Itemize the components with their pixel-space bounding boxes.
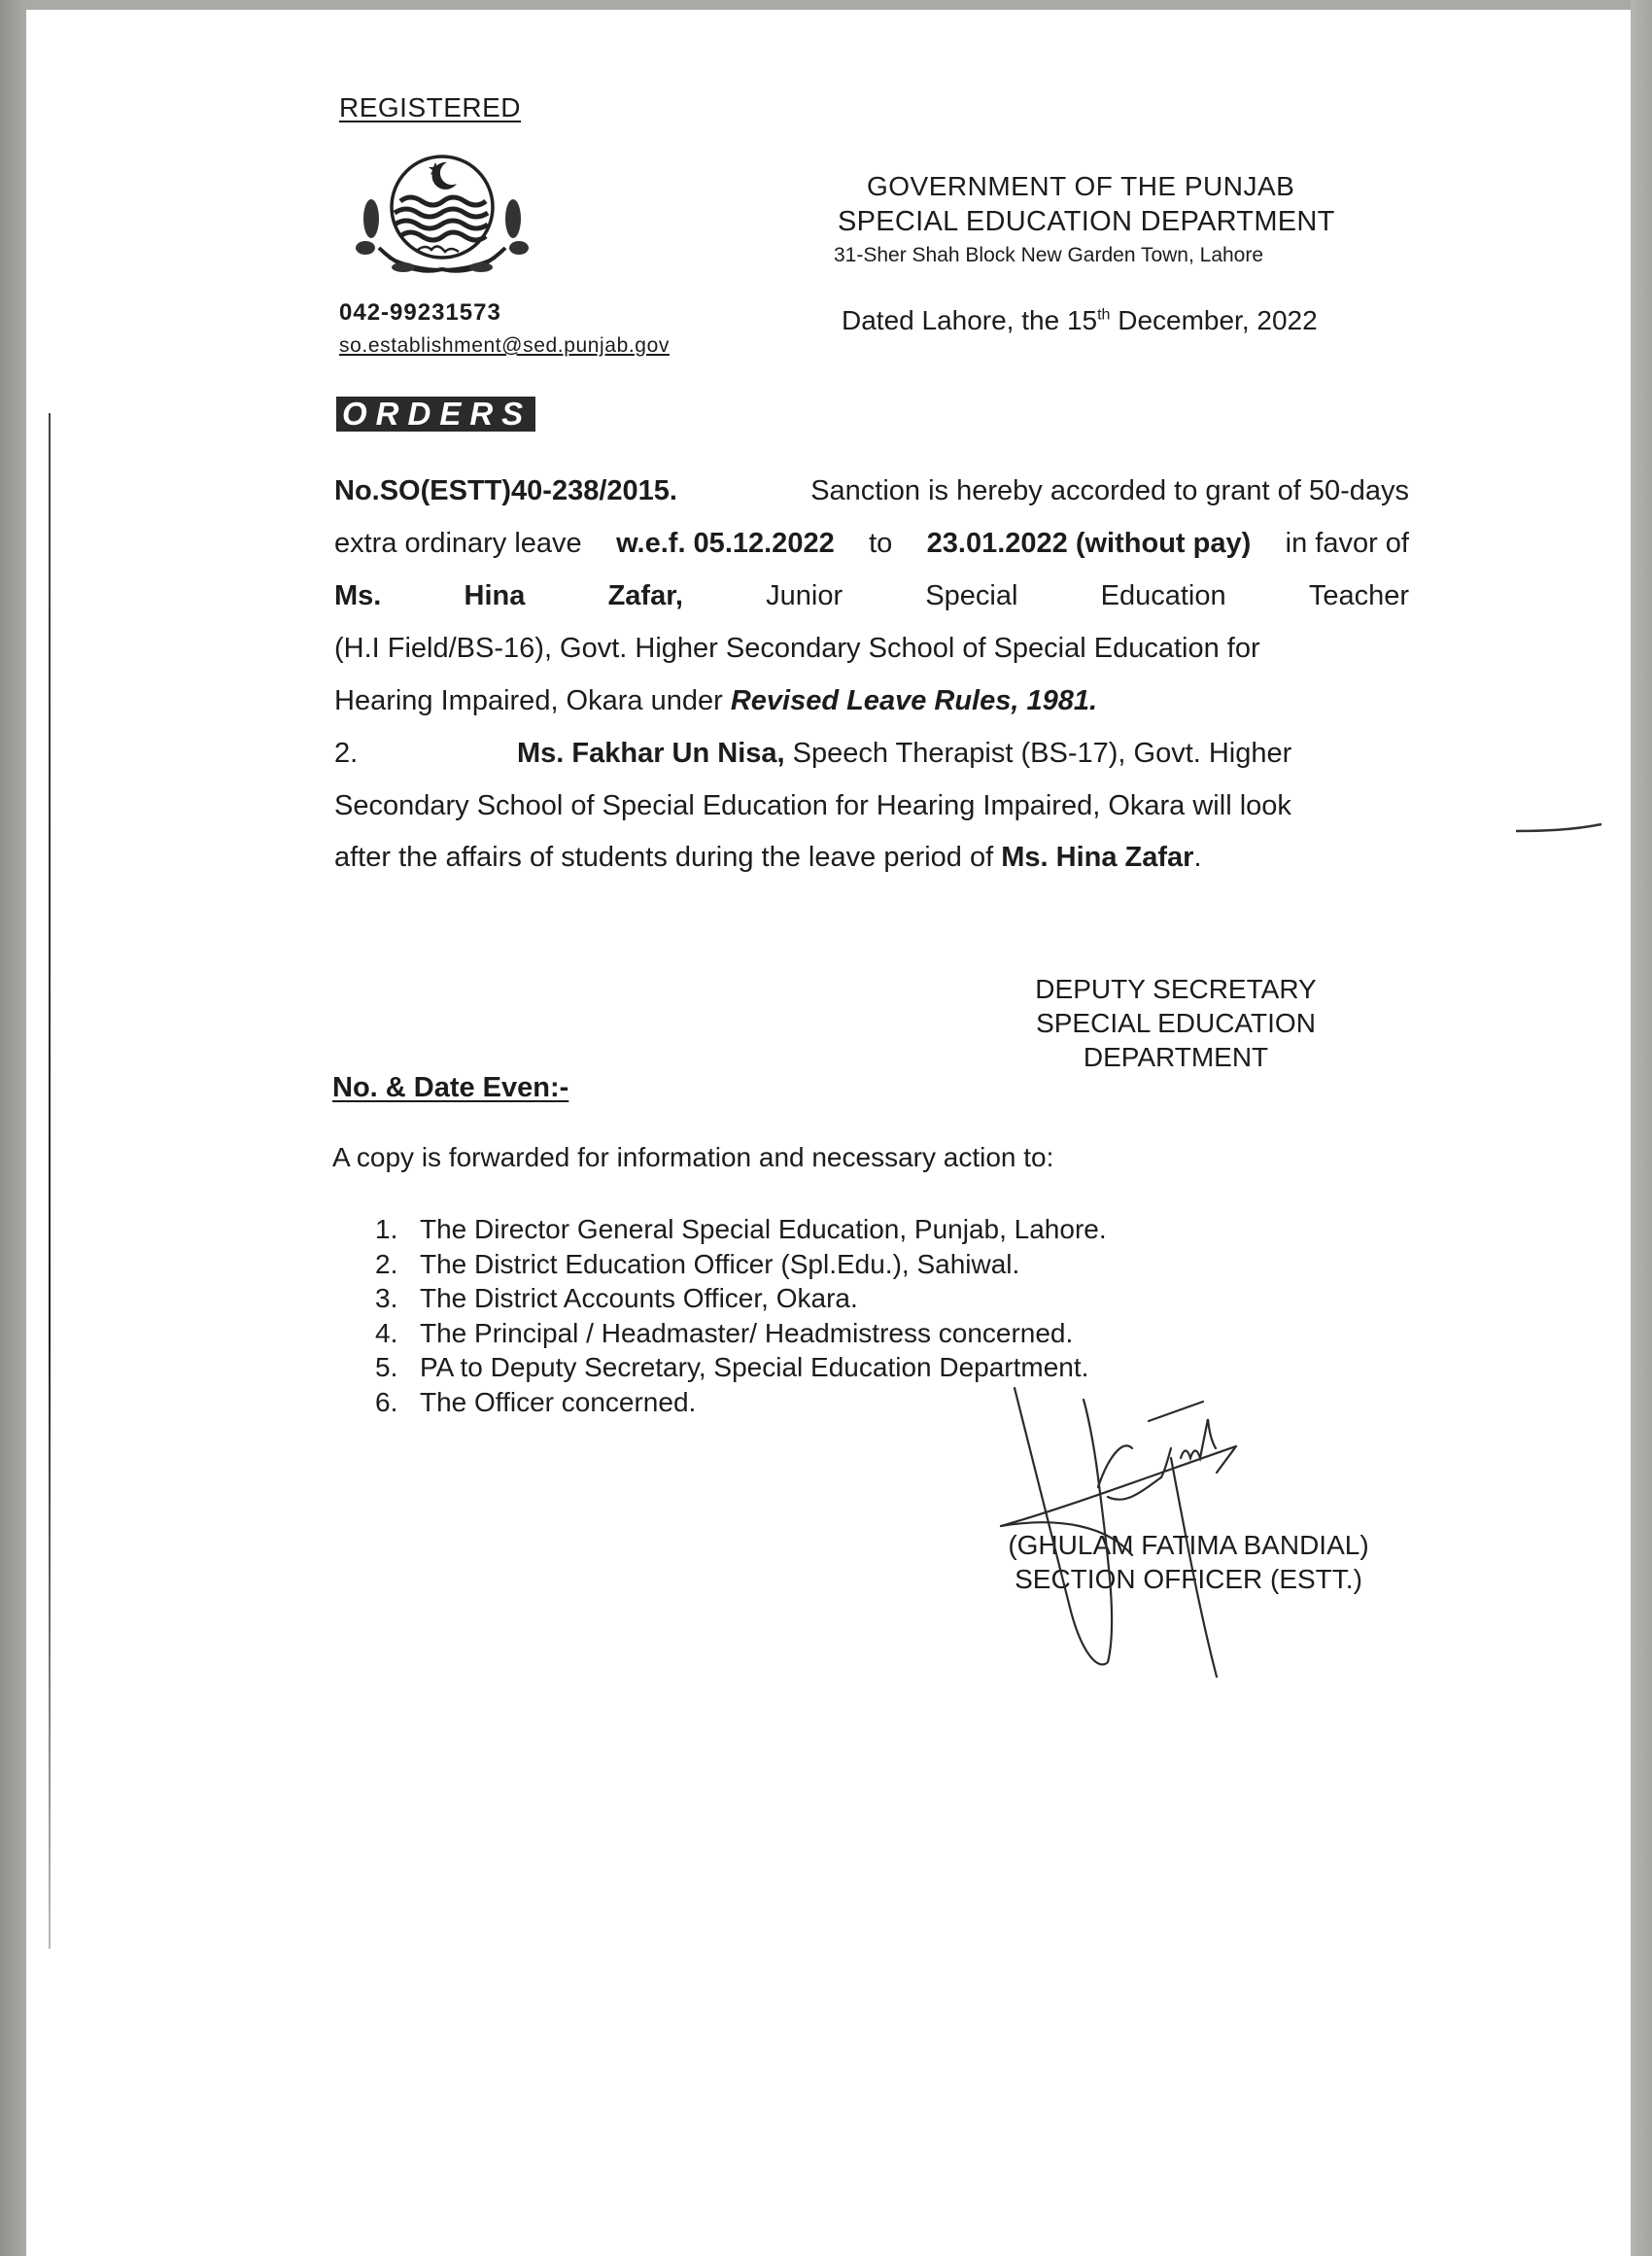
deputy-secretary-block (991, 972, 1360, 1074)
justified-word: Teacher (1308, 580, 1409, 611)
list-text: The District Accounts Officer, Okara. (420, 1283, 858, 1313)
section-officer-block (970, 1528, 1407, 1596)
order-line-4 (334, 633, 1409, 665)
para2-number: 2. (334, 738, 359, 769)
para2-text-3b: . (1193, 842, 1202, 873)
order-text-4: (H.I Field/BS-16), Govt. Higher Secondary School of Special Education for (334, 633, 1260, 664)
dated-suffix: December, 2022 (1110, 305, 1318, 335)
leave-holder-name: Ms. Hina Zafar (1001, 842, 1194, 873)
list-text: PA to Deputy Secretary, Special Education Department. (420, 1352, 1089, 1382)
leave-start-date: w.e.f. 05.12.2022 (616, 528, 835, 559)
order-line-5 (334, 685, 1409, 717)
deputy-line-1: DEPUTY SECRETARY (1035, 974, 1317, 1004)
order-text-5a: Hearing Impaired, Okara under (334, 685, 731, 716)
registered-label: REGISTERED (339, 92, 522, 122)
copy-forward-intro: A copy is forwarded for information and necessary action to: (332, 1142, 1054, 1172)
department-title: SPECIAL EDUCATION DEPARTMENT (838, 206, 1335, 237)
deputy-line-2: SPECIAL EDUCATION (1036, 1008, 1316, 1038)
list-text: The District Education Officer (Spl.Edu.), Sahiwal. (420, 1248, 1020, 1279)
list-item (375, 1316, 1107, 1351)
justified-word: Education (1100, 580, 1226, 611)
list-number: 3. (375, 1283, 398, 1313)
deputy-line-3: DEPARTMENT (1083, 1042, 1269, 1072)
list-text: The Director General Special Education, Punjab, Lahore. (420, 1214, 1107, 1244)
list-item (375, 1247, 1107, 1282)
justified-word: Zafar, (607, 580, 683, 611)
email-address[interactable]: so.establishment@sed.punjab.gov (339, 334, 670, 357)
list-text: The Principal / Headmaster/ Headmistress concerned. (420, 1317, 1074, 1348)
order-line-3 (334, 580, 1409, 612)
government-title: GOVERNMENT OF THE PUNJAB (867, 171, 1295, 201)
list-item (375, 1385, 1107, 1420)
para2-line-1 (334, 738, 1409, 770)
list-number: 6. (375, 1386, 398, 1417)
justified-word: Special (925, 580, 1018, 611)
para2-line-3 (334, 842, 1409, 874)
para2-line-2 (334, 790, 1409, 822)
dated-ordinal: th (1097, 306, 1111, 324)
officer-title: SECTION OFFICER (ESTT.) (1015, 1564, 1362, 1594)
list-number: 1. (375, 1214, 398, 1244)
dated-prefix: Dated Lahore, the 15 (842, 305, 1098, 335)
order-line-1 (334, 475, 1409, 507)
para2-text-3a: after the affairs of students during the leave period of (334, 842, 1002, 873)
order-text-2c: in favor of (1277, 528, 1409, 559)
list-number: 4. (375, 1317, 398, 1348)
order-line-2 (334, 528, 1409, 560)
dated-line (842, 305, 1318, 336)
order-text-2a: extra ordinary leave (334, 528, 590, 559)
distribution-list (375, 1212, 1107, 1419)
justified-word: Hina (464, 580, 526, 611)
scan-border-left (0, 0, 26, 2256)
list-number: 5. (375, 1352, 398, 1382)
para2-text-1: Speech Therapist (BS-17), Govt. Higher (784, 738, 1292, 769)
scan-artifact-line (49, 413, 51, 1949)
punjab-government-logo (350, 141, 534, 287)
list-number: 2. (375, 1248, 398, 1279)
list-text: The Officer concerned. (420, 1386, 697, 1417)
justified-word: Ms. (334, 580, 382, 611)
no-date-even-heading: No. & Date Even:- (332, 1072, 569, 1103)
list-item (375, 1350, 1107, 1385)
order-text-1a: Sanction is hereby accorded to grant of 50-days (810, 475, 1409, 506)
list-item (375, 1281, 1107, 1316)
document-page (26, 10, 1631, 2256)
pen-stroke-mark (1514, 819, 1606, 835)
leave-rules-reference: Revised Leave Rules, 1981. (730, 685, 1098, 716)
substitute-name: Ms. Fakhar Un Nisa, (517, 738, 785, 769)
list-item (375, 1212, 1107, 1247)
para2-text-2: Secondary School of Special Education for Hearing Impaired, Okara will look (334, 790, 1291, 821)
orders-heading: ORDERS (336, 397, 535, 432)
department-address: 31-Sher Shah Block New Garden Town, Lahore (834, 244, 1264, 266)
scan-border-right (1631, 0, 1652, 2256)
officer-name: (GHULAM FATIMA BANDIAL) (1008, 1530, 1369, 1560)
order-text-2b: to (861, 528, 901, 559)
leave-end-date: 23.01.2022 (without pay) (926, 528, 1252, 559)
phone-number: 042-99231573 (339, 299, 501, 326)
order-number: No.SO(ESTT)40-238/2015. (334, 475, 677, 506)
justified-word: Junior (766, 580, 843, 611)
